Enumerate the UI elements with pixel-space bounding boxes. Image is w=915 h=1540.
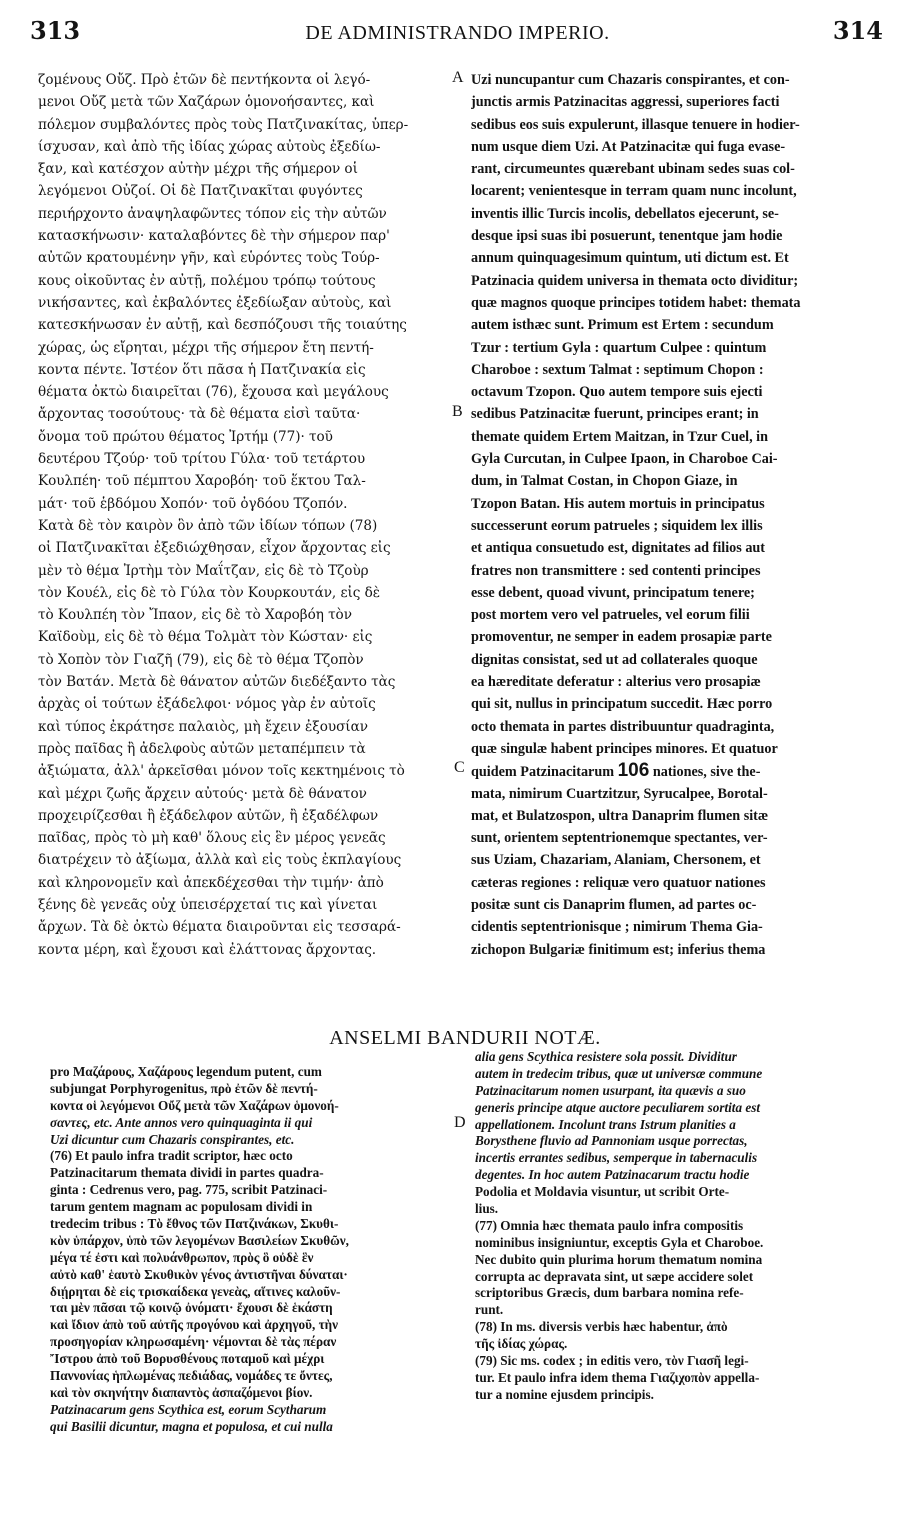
latin-text-line: Charoboe : sextum Talmat : septimum Chopon : xyxy=(471,361,764,378)
latin-text-line: mata, nimirum Cuartzitzur, Syrucalpee, Borotal- xyxy=(471,785,768,802)
latin-text-line: num usque diem Uzi. At Patzinacitæ qui fuga evase- xyxy=(471,138,786,155)
latin-translation-column xyxy=(471,69,881,961)
greek-text-line: κατασκήνωσιν· καταλαβόντες δὲ τὴν σήμερον παρ' xyxy=(38,228,390,245)
note-line: Podolia et Moldavia visuntur, ut scribit Orte- xyxy=(475,1184,730,1200)
latin-text-line: et antiqua consuetudo est, dignitates ad filios aut xyxy=(471,540,766,557)
latin-text-line: sus Uziam, Chazariam, Alaniam, Chersonem, et xyxy=(471,852,761,869)
note-line: alia gens Scythica resistere sola possit. Dividitur xyxy=(475,1049,737,1064)
greek-text-line: Κατὰ δὲ τὸν καιρὸν ὃν ἀπὸ τῶν ἰδίων τόπων (78) xyxy=(38,517,378,534)
greek-text-line: κοντα μέρη, καὶ ἔχουσι καὶ ἐλάττονας ἄρχοντας. xyxy=(38,941,377,958)
greek-text-column xyxy=(38,69,450,961)
greek-text-line: διατρέχειν τὸ ἀξίωμα, ἀλλὰ καὶ εἰς τοὺς ἐκπλαγίους xyxy=(38,852,402,869)
greek-text-line: μενοι Οὔζ μετὰ τῶν Χαζάρων ὁμονοήσαντες, καὶ xyxy=(38,94,375,111)
note-line: qui Basilii dicuntur, magna et populosa, et cui nulla xyxy=(50,1418,333,1434)
note-line: σαντες, etc. Ante annos vero quinquaginta ii qui xyxy=(50,1114,313,1130)
note-line: generis principe atque auctore peculiarem sortita est xyxy=(475,1099,760,1115)
latin-text-line: mat, et Bulatzospon, ultra Danaprim flumen sitæ xyxy=(471,807,769,824)
greek-text-line: καὶ μέχρι ζωῆς ἄρχειν αὐτούς· μετὰ δὲ θάνατον xyxy=(38,785,367,802)
latin-text-line: annum quinquagesimum quintum, uti dictum est. Et xyxy=(471,250,789,267)
greek-text-line: τὸν Βατάν. Μετὰ δὲ θάνατον αὐτῶν διεδέξαντο τὰς xyxy=(38,674,396,691)
latin-text-line: Uzi nuncupantur cum Chazaris conspirantes, et con- xyxy=(471,72,790,88)
note-line: κὸν ὑπάρχον, ὑπὸ τῶν λεγομένων Βασιλείων Σκυθῶν, xyxy=(50,1232,349,1248)
latin-text-line: cæteras regiones : reliquæ vero quatuor nationes xyxy=(471,874,766,891)
note-line: ται μὲν πᾶσαι τῷ κοινῷ ὀνόματι· ἔχουσι δὲ ἑκάστη xyxy=(50,1300,333,1316)
note-line: scriptoribus Græcis, dum barbara nomina refe- xyxy=(475,1285,744,1301)
greek-text-line: κους οἰκοῦντας ἐν αὐτῇ, πολέμου τρόπῳ τούτους xyxy=(38,272,376,289)
margin-marker-c: C xyxy=(454,759,465,776)
latin-text-line: ea hæreditate deferatur : alterius vero prosapiæ xyxy=(471,674,761,691)
greek-text-line: αὐτῶν κρατουμένην γῆν, καὶ εὑρόντες τοὺς Τούρ- xyxy=(38,250,380,267)
greek-text-line: παῖδας, πρὸς τὸ μὴ καθ' ὅλους εἰς ἓν μέρος γενεᾶς xyxy=(38,830,386,847)
greek-text-line: θέματα ὀκτὼ διαιρεῖται (76), ἔχουσα καὶ μεγάλους xyxy=(38,384,389,401)
latin-text-line: inventis illic Turcis incolis, debellatos ejecerunt, se- xyxy=(471,205,779,222)
margin-marker-d: D xyxy=(454,1114,466,1131)
latin-text-line: fratres non transmittere : sed contenti principes xyxy=(471,562,761,579)
margin-marker-a: A xyxy=(452,69,464,86)
greek-text-line: καὶ κληρονομεῖν καὶ ἀπεκδέχεσθαι τὴν τιμήν· ἀπὸ xyxy=(38,874,384,891)
greek-text-line: Κουλπέη· τοῦ πέμπτου Χαροβόη· τοῦ ἕκτου Ταλ- xyxy=(38,473,366,490)
note-line: corrupta ac depravata sint, ut sæpe accidere solet xyxy=(475,1268,754,1284)
greek-text-line: ἄρχων. Τὰ δὲ ὀκτὼ θέματα διαιροῦνται εἰς τεσσαρά- xyxy=(38,919,401,936)
note-line: (76) Et paulo infra tradit scriptor, hæc octo xyxy=(50,1148,293,1164)
greek-text-line: νικήσαντες, καὶ ἐκβαλόντες ἐξεδίωξαν αὐτοὺς, καὶ xyxy=(38,294,392,311)
page-number-right: 314 xyxy=(832,16,883,45)
latin-text-line: dum, in Talmat Costan, in Chopon Giaze, in xyxy=(471,473,738,490)
latin-text-line: esse debent, quoad vivunt, principatum tenere; xyxy=(471,584,755,601)
greek-text-line: ξαν, καὶ κατέσχον αὐτὴν μέχρι τῆς σήμερον οἱ xyxy=(38,161,358,178)
note-line: tredecim tribus : Τὸ ἔθνος τῶν Πατζινάκων, Σκυθι- xyxy=(50,1216,339,1232)
latin-text-line: quæ magnos quoque principes totidem habet: themata xyxy=(471,294,801,311)
note-line: (79) Sic ms. codex ; in editis vero, τὸν Γιασῆ legi- xyxy=(475,1353,749,1369)
latin-text-line: qui sit, nullus in principatum succedit. Hæc porro xyxy=(471,696,773,713)
latin-text-line xyxy=(471,760,881,782)
greek-text-line: ὄνομα τοῦ πρώτου θέματος Ἰρτήμ (77)· τοῦ xyxy=(38,428,333,445)
latin-text-line: post mortem vero vel patrueles, vel eorum filii xyxy=(471,607,750,624)
greek-text-line: πόλεμον συμβαλόντες πρὸς τοὺς Πατζινακίτας, ὑπερ- xyxy=(38,116,409,133)
latin-text-line: junctis armis Patzinacitas aggressi, superiores facti xyxy=(471,94,780,111)
note-line: subjungat Porphyrogenitus, πρὸ ἐτῶν δὲ πεντή- xyxy=(50,1080,318,1096)
note-line: tur a nomine ejusdem principis. xyxy=(475,1386,654,1402)
note-line: (78) In ms. diversis verbis hæc habentur, ἀπὸ xyxy=(475,1319,728,1335)
latin-text-line: Gyla Curcutan, in Culpee Ipaon, in Charoboe Cai- xyxy=(471,451,778,468)
latin-text-line: positæ sunt cis Danaprim flumen, ad partes oc- xyxy=(471,896,757,913)
note-line: (77) Omnia hæc themata paulo infra compositis xyxy=(475,1217,744,1233)
greek-text-line: κοντα πέντε. Ἰστέον ὅτι πᾶσα ἡ Πατζινακία εἰς xyxy=(38,361,366,378)
latin-text-line: Patzinacia quidem universa in themata octo dividitur; xyxy=(471,272,799,289)
notes-heading: ANSELMI BANDURII NOTÆ. xyxy=(329,1027,601,1049)
note-line: nominibus insigniuntur, exceptis Gyla et Charoboe. xyxy=(475,1234,764,1250)
note-line: degentes. In hoc autem Patzinacarum tractu hodie xyxy=(475,1167,750,1183)
latin-text-line: promoventur, ne semper in eadem prosapiæ parte xyxy=(471,629,772,646)
latin-text-line: locarent; venientesque in terram quam nunc incolunt, xyxy=(471,183,797,200)
greek-text-line: Καϊδοὺμ, εἰς δὲ τὸ θέμα Τολμὰτ τὸν Κώσταν· εἰς xyxy=(38,629,373,646)
latin-text-line: quæ singulæ habent principes minores. Et quatuor xyxy=(471,740,778,757)
greek-text-line: πρὸς παῖδας ἢ ἀδελφοὺς αὐτῶν μεταπέμπειν τὰ xyxy=(38,740,366,757)
note-line: Patzinacarum gens Scythica est, eorum Scytharum xyxy=(50,1401,327,1417)
greek-text-line: οἱ Πατζινακῖται ἐξεδιώχθησαν, εἶχον ἄρχοντας εἰς xyxy=(38,540,391,557)
greek-text-line: κατεσκήνωσαν ἐν αὐτῇ, καὶ δεσπόζουσι τῆς τοιαύτης xyxy=(38,317,407,334)
note-line: μέγα τέ ἐστι καὶ πολυάνθρωπον, πρὸς ὃ οὐδὲ ἓν xyxy=(50,1249,314,1265)
note-line: tur. Et paulo infra idem thema Γιαζιχοπὸν appella- xyxy=(475,1369,760,1385)
running-title: DE ADMINISTRANDO IMPERIO. xyxy=(305,22,610,44)
note-line: appellationem. Incolunt trans Istrum planities a xyxy=(475,1116,736,1132)
note-line: runt. xyxy=(475,1302,504,1318)
latin-text-line: sunt, orientem septentrionemque spectantes, ver- xyxy=(471,830,768,847)
note-line: Uzi dicuntur cum Chazaris conspirantes, etc. xyxy=(50,1131,295,1147)
latin-text-line: octo themata in partes distribuuntur quadraginta, xyxy=(471,718,775,735)
note-line: καὶ ἴδιον ἀπὸ τοῦ αὐτῆς προγόνου καὶ ἀρχηγοῦ, τὴν xyxy=(50,1317,339,1333)
note-line: Patzinacitarum nomen usurpant, ita quævis a suo xyxy=(475,1082,746,1098)
greek-text-line: μὲν τὸ θέμα Ἰρτὴμ τὸν Μαΐτζαν, εἰς δὲ τὸ Τζοὺρ xyxy=(38,562,369,579)
text-fragment: nationes, sive the- xyxy=(649,764,761,781)
latin-text-line: octavum Tzopon. Quo autem tempore suis ejecti xyxy=(471,384,763,401)
note-line: τῆς ἰδίας χώρας. xyxy=(475,1336,568,1352)
greek-text-line: χώρας, ὡς εἴρηται, μέχρι τῆς σήμερον ἔτη πεντή- xyxy=(38,339,374,356)
notes-right-column xyxy=(475,1049,895,1404)
latin-text-line: autem isthæc sunt. Primum est Ertem : secundum xyxy=(471,317,774,334)
note-line: κοντα οἱ λεγόμενοι Οὔζ μετὰ τῶν Χαζάρων ὁμονοή- xyxy=(50,1097,339,1113)
note-line: προσηγορίαν κληρωσαμένη· νέμονται δὲ τὰς πέραν xyxy=(50,1334,337,1350)
greek-text-line: τὸ Κουλπέη τὸν Ἴπαον, εἰς δὲ τὸ Χαροβόη τὸν xyxy=(38,607,352,624)
latin-text-line: themate quidem Ertem Maitzan, in Tzur Cuel, in xyxy=(471,428,769,445)
page-number-left: 313 xyxy=(30,16,81,45)
notes-left-column xyxy=(50,1064,445,1436)
note-line: Ἴστρου ἀπὸ τοῦ Βορυσθένους ποταμοῦ καὶ μέχρι xyxy=(50,1351,325,1367)
folio-number: 106 xyxy=(617,760,650,782)
greek-text-line: ζομένους Οὔζ. Πρὸ ἐτῶν δὲ πεντήκοντα οἱ λεγό- xyxy=(38,72,371,88)
note-line: αὐτὸ καθ' ἑαυτὸ Σκυθικὸν γένος ἀντιστῆναι δύναται· xyxy=(50,1266,348,1282)
greek-text-line: περιήρχοντο ἀναψηλαφῶντες τόπον εἰς τὴν αὐτῶν xyxy=(38,205,387,222)
latin-text-line: sedibus eos suis expulerunt, illasque tenuere in hodier- xyxy=(471,116,800,133)
greek-text-line: τὸν Κουέλ, εἰς δὲ τὸ Γύλα τὸν Κουρκουτάν, εἰς δὲ xyxy=(38,584,380,601)
greek-text-line: ίσχυσαν, καὶ ἀπὸ τῆς ἰδίας χώρας αὐτοὺς ἐξεδίω- xyxy=(38,138,381,155)
note-line: καὶ τὸν σκηνήτην διαπαντὸς ἀσπαζόμενοι βίον. xyxy=(50,1384,313,1400)
latin-text-line: desque ipsi suas ibi posuerunt, tenentque jam hodie xyxy=(471,228,783,245)
greek-text-line: τὸ Χοπὸν τὸν Γιαζῆ (79), εἰς δὲ τὸ θέμα Τζοπὸν xyxy=(38,651,364,668)
text-fragment: quidem Patzinacitarum xyxy=(471,764,618,781)
note-line: Παννονίας ἡπλωμένας πεδιάδας, νομάδες τε ὄντες, xyxy=(50,1368,333,1384)
note-line: Patzinacitarum themata dividi in partes quadra- xyxy=(50,1165,324,1181)
greek-text-line: προχειρίζεσθαι ἢ ἐξάδελφον αὐτῶν, ἢ ἐξαδέλφων xyxy=(38,807,379,824)
note-line: ginta : Cedrenus vero, pag. 775, scribit Patzinaci- xyxy=(50,1182,328,1198)
note-line: autem in tredecim tribus, quæ ut universæ commune xyxy=(475,1065,763,1081)
latin-text-line: zichopon Bulgariæ finitimum est; inferius thema xyxy=(471,941,766,958)
note-line: lius. xyxy=(475,1201,499,1217)
greek-text-line: ἀξιώματα, ἀλλ' ἀρκεῖσθαι μόνον τοῖς κεκτημένοις τὸ xyxy=(38,763,405,780)
latin-text-line: Tzur : tertium Gyla : quartum Culpee : quintum xyxy=(471,339,767,356)
note-line: διῄρηται δὲ εἰς τρισκαίδεκα γενεὰς, αἵτινες καλοῦν- xyxy=(50,1283,341,1299)
latin-text-line: Tzopon Batan. His autem mortuis in principatus xyxy=(471,495,765,512)
greek-text-line: λεγόμενοι Οὐζοί. Οἱ δὲ Πατζινακῖται φυγόντες xyxy=(38,183,363,200)
note-line: Nec dubito quin plurima horum thematum nomina xyxy=(475,1251,763,1267)
note-line: Borysthene fluvio ad Pannoniam usque porrectas, xyxy=(475,1133,748,1149)
greek-text-line: ἀρχὰς οἱ τούτων ἐξάδελφοι· νόμος γὰρ ἐν αὐτοῖς xyxy=(38,696,376,713)
latin-text-line: successerunt eorum patrueles ; siquidem lex illis xyxy=(471,517,763,534)
note-line: incertis errantes sedibus, semperque in tabernaculis xyxy=(475,1150,758,1166)
greek-text-line: μάτ· τοῦ ἑβδόμου Χοπόν· τοῦ ὀγδόου Τζοπόν. xyxy=(38,495,348,512)
margin-marker-b: B xyxy=(452,403,463,420)
latin-text-line: rant, circumeuntes quærebant ubinam sedes suas col- xyxy=(471,161,795,178)
greek-text-line: δευτέρου Τζούρ· τοῦ τρίτου Γύλα· τοῦ τετάρτου xyxy=(38,451,366,468)
greek-text-line: ξένης δὲ γενεᾶς οὐχ ὑπεισέρχεταί τις καὶ γίνεται xyxy=(38,896,378,913)
greek-text-line: ἄρχοντας τοσούτους· τὰ δὲ θέματα εἰσὶ ταῦτα· xyxy=(38,406,361,423)
latin-text-line: cidentis septentrionisque ; nimirum Thema Gia- xyxy=(471,919,763,936)
latin-text-line: sedibus Patzinacitæ fuerunt, principes erant; in xyxy=(471,406,759,423)
note-line: pro Μαζάρους, Χαζάρους legendum putent, cum xyxy=(50,1064,322,1079)
latin-text-line: dignitas consistat, sed ut ad collaterales quoque xyxy=(471,651,758,668)
greek-text-line: καὶ τύπος ἐκράτησε παλαιὸς, μὴ ἔχειν ἐξουσίαν xyxy=(38,718,368,735)
note-line: tarum gentem magnam ac populosam dividi in xyxy=(50,1199,313,1215)
